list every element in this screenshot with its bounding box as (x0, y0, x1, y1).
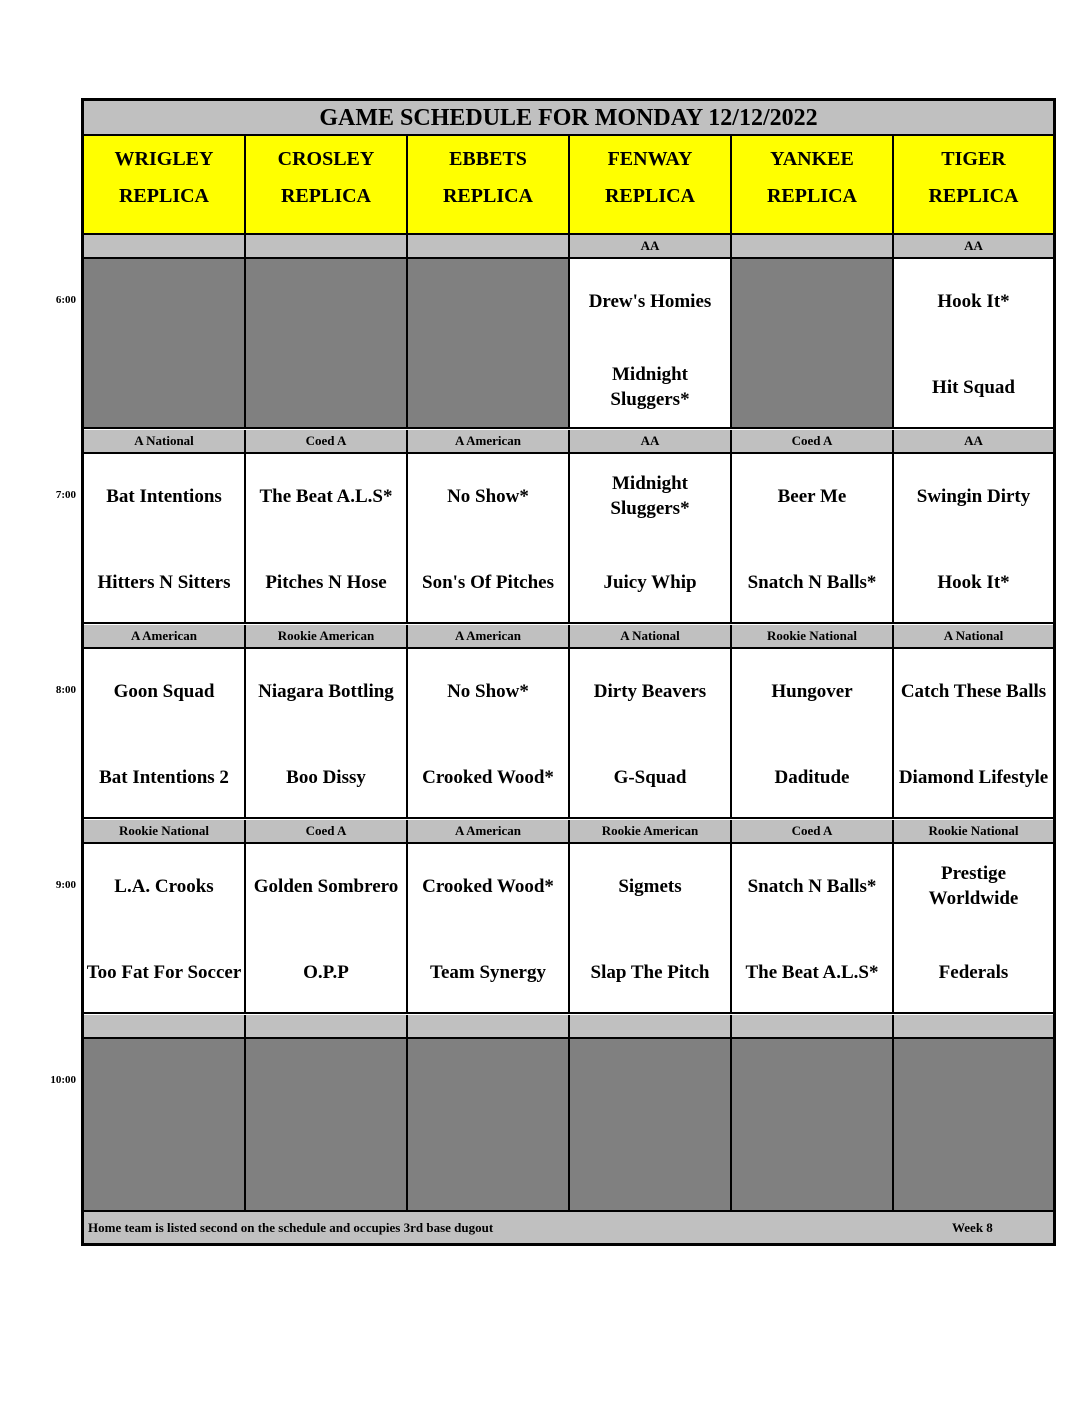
time-label: 9:00 (55, 879, 76, 891)
game-cell (246, 844, 408, 1014)
division-label (408, 235, 570, 259)
empty-slot (570, 1039, 732, 1212)
schedule-footer (84, 1212, 1053, 1243)
division-label: AA (894, 235, 1053, 259)
field-subtitle: REPLICA (442, 185, 533, 207)
field-name: YANKEE (770, 148, 854, 170)
game-cell (732, 649, 894, 819)
empty-slot (84, 259, 246, 429)
home-team: Hook It* (937, 571, 1010, 593)
game-cell (894, 259, 1053, 429)
away-team: Beer Me (777, 485, 847, 507)
field-subtitle: REPLICA (928, 185, 1019, 207)
home-team: Hit Squad (932, 376, 1015, 398)
empty-slot (246, 1039, 408, 1212)
division-label: Rookie National (84, 820, 246, 844)
field-header (732, 136, 894, 235)
division-label: A National (894, 625, 1053, 649)
division-label: Coed A (732, 820, 894, 844)
home-team: Slap The Pitch (590, 961, 710, 983)
division-label (732, 1015, 894, 1039)
away-team: Goon Squad (113, 680, 215, 702)
field-name: CROSLEY (277, 148, 375, 170)
division-label: Rookie American (246, 625, 408, 649)
home-team: Hitters N Sitters (97, 571, 231, 593)
division-label: Rookie American (570, 820, 732, 844)
away-team: Crooked Wood* (422, 875, 554, 897)
time-label: 7:00 (55, 489, 76, 501)
away-team: Prestige Worldwide (928, 863, 1019, 909)
division-label: Coed A (246, 430, 408, 454)
away-team: Drew's Homies (588, 290, 712, 312)
away-team: Golden Sombrero (253, 875, 399, 897)
home-team: O.P.P (303, 961, 349, 983)
field-subtitle: REPLICA (118, 185, 209, 207)
division-label (246, 1015, 408, 1039)
division-label (408, 1015, 570, 1039)
field-header (408, 136, 570, 235)
empty-slot (894, 1039, 1053, 1212)
home-team: Bat Intentions 2 (99, 766, 229, 788)
time-label: 10:00 (50, 1074, 76, 1086)
field-name: FENWAY (607, 148, 693, 170)
away-team: Catch These Balls (900, 680, 1047, 702)
game-cell (570, 844, 732, 1014)
home-team: Too Fat For Soccer (86, 961, 242, 983)
game-cell (570, 454, 732, 624)
game-cell (408, 844, 570, 1014)
empty-slot (246, 259, 408, 429)
away-team: The Beat A.L.S* (259, 485, 393, 507)
field-name: EBBETS (449, 148, 527, 170)
game-cell (570, 259, 732, 429)
away-team: Hook It* (937, 290, 1010, 312)
division-label: Rookie National (732, 625, 894, 649)
game-cell (732, 454, 894, 624)
field-header (84, 136, 246, 235)
game-cell (894, 454, 1053, 624)
division-label (732, 235, 894, 259)
away-team: Niagara Bottling (258, 680, 394, 702)
division-label: A American (84, 625, 246, 649)
home-team: Midnight Sluggers* (610, 364, 690, 410)
game-cell (408, 649, 570, 819)
time-label: 6:00 (55, 294, 76, 306)
division-label: A American (408, 430, 570, 454)
home-team: Boo Dissy (286, 766, 366, 788)
home-team: The Beat A.L.S* (745, 961, 879, 983)
division-label: AA (894, 430, 1053, 454)
game-cell (84, 649, 246, 819)
game-cell (408, 454, 570, 624)
game-cell (246, 649, 408, 819)
game-cell (570, 649, 732, 819)
field-header (570, 136, 732, 235)
home-team: G-Squad (613, 766, 687, 788)
home-team: Crooked Wood* (422, 766, 554, 788)
away-team: Sigmets (618, 875, 682, 897)
game-cell (84, 844, 246, 1014)
empty-slot (732, 1039, 894, 1212)
home-team: Juicy Whip (603, 571, 697, 593)
time-label: 8:00 (55, 684, 76, 696)
division-label: Rookie National (894, 820, 1053, 844)
division-label (84, 1015, 246, 1039)
game-cell (732, 844, 894, 1014)
home-team: Federals (938, 961, 1009, 983)
game-cell (894, 649, 1053, 819)
division-label (894, 1015, 1053, 1039)
away-team: Snatch N Balls* (747, 875, 877, 897)
game-cell (246, 454, 408, 624)
division-label (84, 235, 246, 259)
schedule-title: GAME SCHEDULE FOR MONDAY 12/12/2022 (84, 101, 1053, 136)
footer-note: Home team is listed second on the schedule and occupies 3rd base dugout (88, 1220, 494, 1235)
division-label: A American (408, 625, 570, 649)
field-name: WRIGLEY (114, 148, 214, 170)
home-team: Daditude (774, 766, 850, 788)
field-name: TIGER (941, 148, 1006, 170)
week-label: Week 8 (952, 1220, 993, 1235)
field-subtitle: REPLICA (604, 185, 695, 207)
away-team: Bat Intentions (106, 485, 222, 507)
away-team: Midnight Sluggers* (610, 473, 690, 519)
home-team: Diamond Lifestyle (898, 766, 1049, 788)
division-label: A National (84, 430, 246, 454)
away-team: Hungover (771, 680, 853, 702)
field-subtitle: REPLICA (280, 185, 371, 207)
division-label: Coed A (732, 430, 894, 454)
empty-slot (732, 259, 894, 429)
division-label: A National (570, 625, 732, 649)
empty-slot (408, 259, 570, 429)
game-cell (84, 454, 246, 624)
division-label: Coed A (246, 820, 408, 844)
division-label: AA (570, 430, 732, 454)
schedule-table (81, 98, 1056, 1246)
away-team: No Show* (447, 485, 529, 507)
home-team: Team Synergy (430, 961, 546, 983)
field-header (894, 136, 1053, 235)
division-label: A American (408, 820, 570, 844)
away-team: L.A. Crooks (114, 875, 214, 897)
division-label (246, 235, 408, 259)
empty-slot (408, 1039, 570, 1212)
away-team: Swingin Dirty (916, 485, 1031, 507)
field-subtitle: REPLICA (766, 185, 857, 207)
away-team: No Show* (447, 680, 529, 702)
empty-slot (84, 1039, 246, 1212)
field-header (246, 136, 408, 235)
game-cell (894, 844, 1053, 1014)
home-team: Snatch N Balls* (747, 571, 877, 593)
division-label (570, 1015, 732, 1039)
away-team: Dirty Beavers (593, 680, 707, 702)
division-label: AA (570, 235, 732, 259)
home-team: Son's Of Pitches (422, 571, 554, 593)
home-team: Pitches N Hose (265, 571, 387, 593)
